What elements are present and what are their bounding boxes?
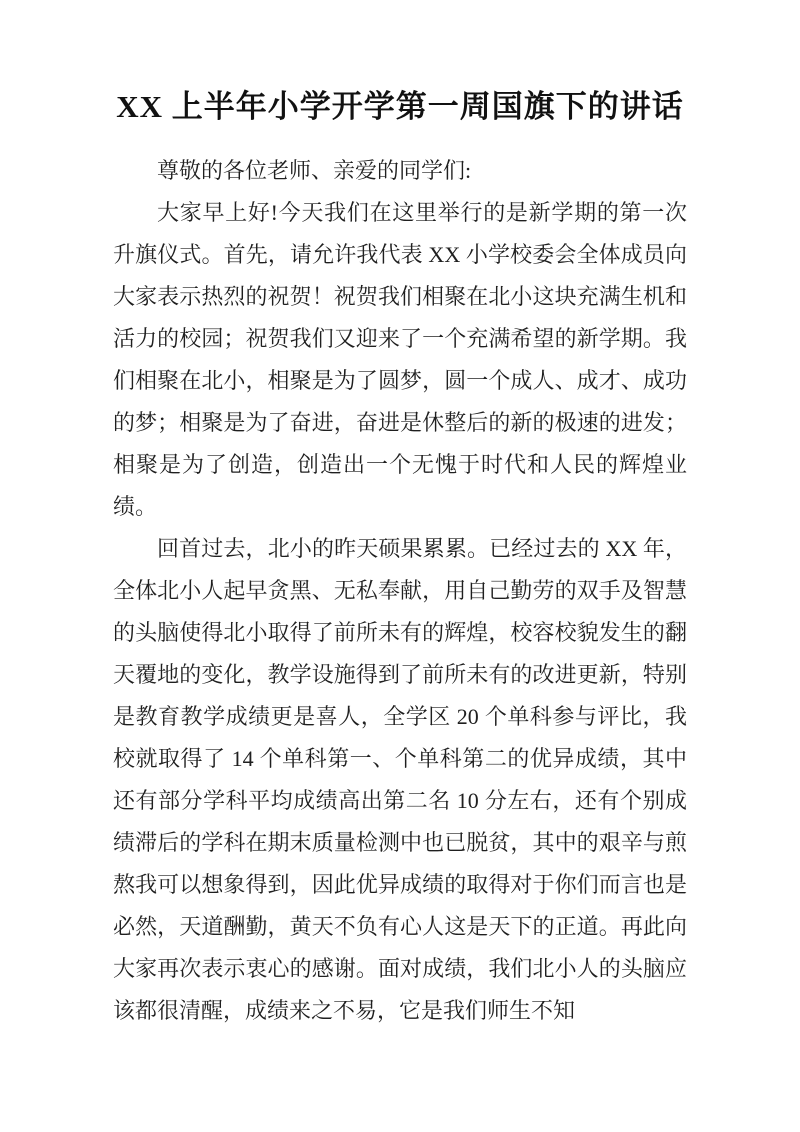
paragraph-salutation: 尊敬的各位老师、亲爱的同学们: <box>157 158 472 183</box>
paragraph-opening-speech: 大家早上好!今天我们在这里举行的是新学期的第一次升旗仪式。首先，请允许我代表 XX 小学校委会全体成员向大家表示热烈的祝贺！祝贺我们相聚在北小这块充满生机和活力的校园；祝贺我们又迎来了一个充满希望的新学期。我们相聚在北小，相聚是为了圆梦，圆一个成人、成才、成功的梦；相聚是为了奋进，奋进是休整后的新的极速的进发；相聚是为了创造，创造出一个无愧于时代和人民的辉煌业绩。 <box>113 200 687 519</box>
document-title: XX 上半年小学开学第一周国旗下的讲话 <box>116 89 684 124</box>
paragraph-review-achievements: 回首过去，北小的昨天硕果累累。已经过去的 XX 年，全体北小人起早贪黑、无私奉献，用自己勤劳的双手及智慧的头脑使得北小取得了前所未有的辉煌，校容校貌发生的翻天覆地的变化，教学设施得到了前所未有的改进更新，特别是教育教学成绩更是喜人，全学区 20 个单科参与评比，我校就取得了 14 个单科第一、个单科第二的优异成绩，其中还有部分学科平均成绩高出第二名 10 分左右，还有个别成绩滞后的学科在期末质量检测中也已脱贫，其中的艰辛与煎熬我可以想象得到，因此优异成绩的取得对于你们而言也是必然，天道酬勤，黄天不负有心人这是天下的正道。再此向大家再次表示衷心的感谢。面对成绩，我们北小人的头脑应该都很清醒，成绩来之不易，它是我们师生不知 <box>113 536 687 1023</box>
